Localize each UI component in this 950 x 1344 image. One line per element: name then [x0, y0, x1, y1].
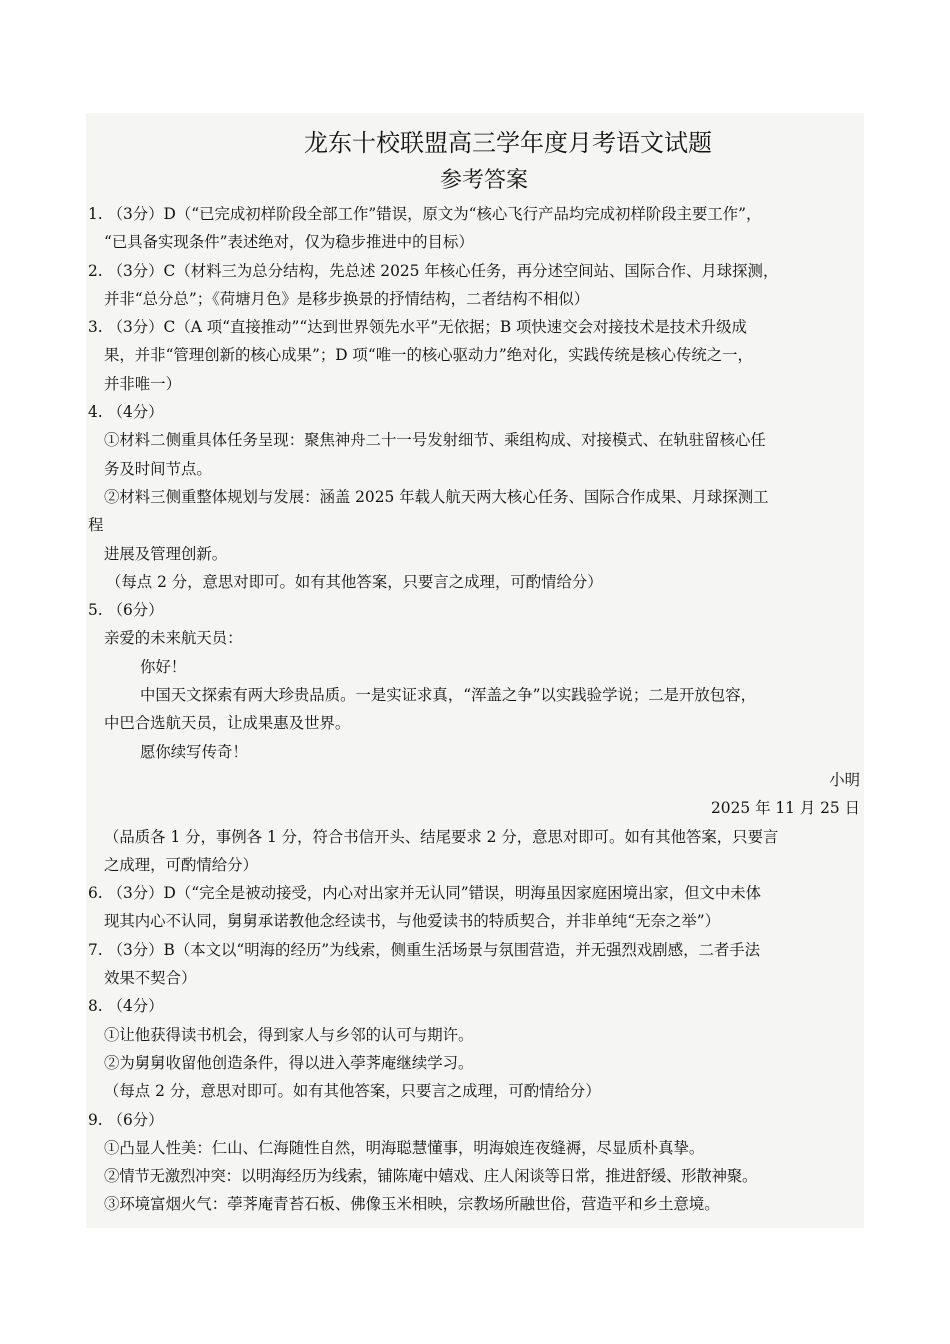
letter-salutation: 亲爱的未来航天员： [104, 629, 243, 648]
letter-signature: 小明 [829, 770, 860, 789]
question-head: 9. （6分） [88, 1110, 164, 1129]
answer-line: 并非唯一） [104, 374, 181, 393]
letter-date: 2025 年 11 月 25 日 [711, 799, 860, 818]
scoring-note: （每点 2 分，意思对即可。如有其他答案，只要言之成理，可酌情给分） [104, 1082, 601, 1101]
answer-line: 3. （3分）C（A 项“直接推动”“达到世界领先水平”无依据；B 项快速交会对接技术是技术升级成 [88, 318, 747, 337]
page-title: 龙东十校联盟高三学年度月考语文试题 [304, 129, 712, 157]
question-head: 4. （4分） [88, 403, 164, 422]
letter-body: 中国天文探索有两大珍贵品质。一是实证求真，“浑盖之争”以实践验学说；二是开放包容， [140, 686, 756, 705]
scoring-note: （品质各 1 分，事例各 1 分，符合书信开头、结尾要求 2 分，意思对即可。如有其他答案，只要言 [104, 827, 779, 846]
answer-q9 [88, 1106, 868, 1219]
answer-line: ②为舅舅收留他创造条件，得以进入荸荠庵继续学习。 [104, 1053, 474, 1072]
answer-q5 [88, 596, 868, 879]
question-head: 8. （4分） [88, 997, 164, 1016]
scoring-note: （每点 2 分，意思对即可。如有其他答案，只要言之成理，可酌情给分） [106, 572, 603, 591]
answer-line: 并非“总分总”；《荷塘月色》是移步换景的抒情结构，二者结构不相似） [104, 289, 590, 308]
answer-line: 6. （3分）D（“完全是被动接受，内心对出家并无认同”错误，明海虽因家庭困境出家，但文中未体 [88, 884, 762, 903]
answer-q6 [88, 879, 868, 936]
answer-line: 进展及管理创新。 [104, 544, 228, 563]
letter-body: 中巴合选航天员，让成果惠及世界。 [104, 714, 351, 733]
answer-q8 [88, 992, 868, 1105]
answer-document [88, 124, 868, 1219]
scoring-note: 之成理，可酌情给分） [104, 855, 258, 874]
letter-greeting: 你好！ [140, 657, 187, 676]
answer-q2 [88, 257, 868, 314]
answer-line: ③环境富烟火气：荸荠庵青苔石板、佛像玉米相映，宗教场所融世俗，营造平和乡土意境。 [104, 1195, 720, 1214]
answer-q7 [88, 936, 868, 993]
page-subtitle: 参考答案 [439, 168, 528, 193]
answer-line: 务及时间节点。 [104, 459, 212, 478]
answer-line: ①凸显人性美：仁山、仁海随性自然，明海聪慧懂事，明海娘连夜缝褥，尽显质朴真挚。 [104, 1138, 705, 1157]
answer-line: 程 [88, 516, 104, 535]
answer-line: 效果不契合） [104, 969, 197, 988]
answer-line: 7. （3分）B（本文以“明海的经历”为线索，侧重生活场景与氛围营造，并无强烈戏剧感，二者手法 [88, 940, 761, 959]
answer-q1 [88, 200, 868, 257]
answer-q3 [88, 313, 868, 398]
answer-line: ①让他获得读书机会，得到家人与乡邻的认可与期许。 [104, 1025, 474, 1044]
answer-line: 果，并非“管理创新的核心成果”；D 项“唯一的核心驱动力”绝对化，实践传统是核心传统之一， [104, 346, 753, 365]
answer-line: 2. （3分）C（材料三为总分结构，先总述 2025 年核心任务，再分述空间站、国际合作、月球探测， [88, 261, 779, 280]
answer-line: 1. （3分）D（“已完成初样阶段全部工作”错误，原文为“核心飞行产品均完成初样阶段主要工作”， [88, 205, 762, 223]
answer-line: ②材料三侧重整体规划与发展：涵盖 2025 年载人航天两大核心任务、国际合作成果、月球探测工 [104, 487, 769, 506]
question-head: 5. （6分） [88, 601, 164, 620]
answer-line: “已具备实现条件”表述绝对，仅为稳步推进中的目标） [104, 233, 474, 252]
letter-wish: 愿你续写传奇！ [140, 742, 248, 761]
answer-line: ①材料二侧重具体任务呈现：聚焦神舟二十一号发射细节、乘组构成、对接模式、在轨驻留核心任 [104, 431, 766, 450]
answer-line: 现其内心不认同，舅舅承诺教他念经读书，与他爱读书的特质契合，并非单纯“无奈之举”） [104, 912, 720, 931]
answer-q4 [88, 398, 868, 596]
answer-line: ②情节无激烈冲突：以明海经历为线索，铺陈庵中嬉戏、庄人闲谈等日常，推进舒缓、形散神聚。 [104, 1167, 758, 1186]
